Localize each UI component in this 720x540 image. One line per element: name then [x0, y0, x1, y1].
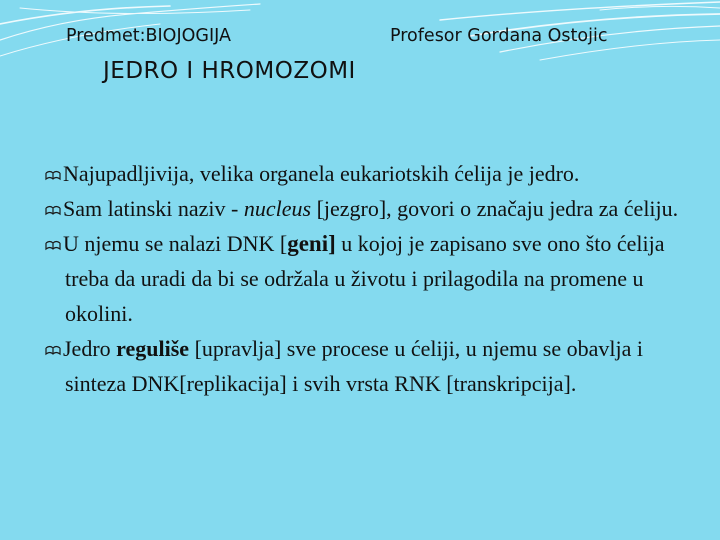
- bullet-item-1: [44, 156, 694, 191]
- subject-label: Predmet:BIOJOGIJA: [66, 26, 231, 46]
- bullet-text-2a: Sam latinski naziv -: [63, 196, 244, 221]
- bullet-italic-nucleus: nucleus: [243, 196, 312, 221]
- bullet-item-3: [44, 226, 694, 331]
- bullet-bold-regulise: reguliše: [116, 336, 190, 361]
- book-bullet-icon: [44, 226, 62, 261]
- bullet-text-2b: [jezgro], govori o značaju jedra za ćeliju.: [311, 196, 679, 221]
- bullet-item-4: [44, 331, 694, 401]
- bullet-bold-geni: geni]: [287, 231, 336, 256]
- slide-title: JEDRO I HROMOZOMI: [103, 58, 356, 84]
- bullet-list: [44, 156, 694, 401]
- book-bullet-icon: [44, 331, 62, 366]
- book-bullet-icon: [44, 156, 62, 191]
- bullet-text-3a: U njemu se nalazi DNK [: [63, 231, 288, 256]
- teacher-label: Profesor Gordana Ostojic: [390, 26, 608, 46]
- book-bullet-icon: [44, 191, 62, 226]
- bullet-item-2: [44, 191, 694, 226]
- bullet-text-4a: Jedro: [63, 336, 117, 361]
- bullet-text-4b: [upravlja] sve procese u ćeliji, u njemu se obavlja i sinteza DNK[replikacija] i svih vrsta RNK [transkripcija].: [65, 336, 643, 396]
- bullet-text-1: Najupadljivija, velika organela eukariotskih ćelija je jedro.: [63, 161, 580, 186]
- bullet-text-3b: u kojoj je zapisano sve ono što ćelija treba da uradi da bi se održala u životu i prilagodila na promene u okolini.: [65, 231, 665, 326]
